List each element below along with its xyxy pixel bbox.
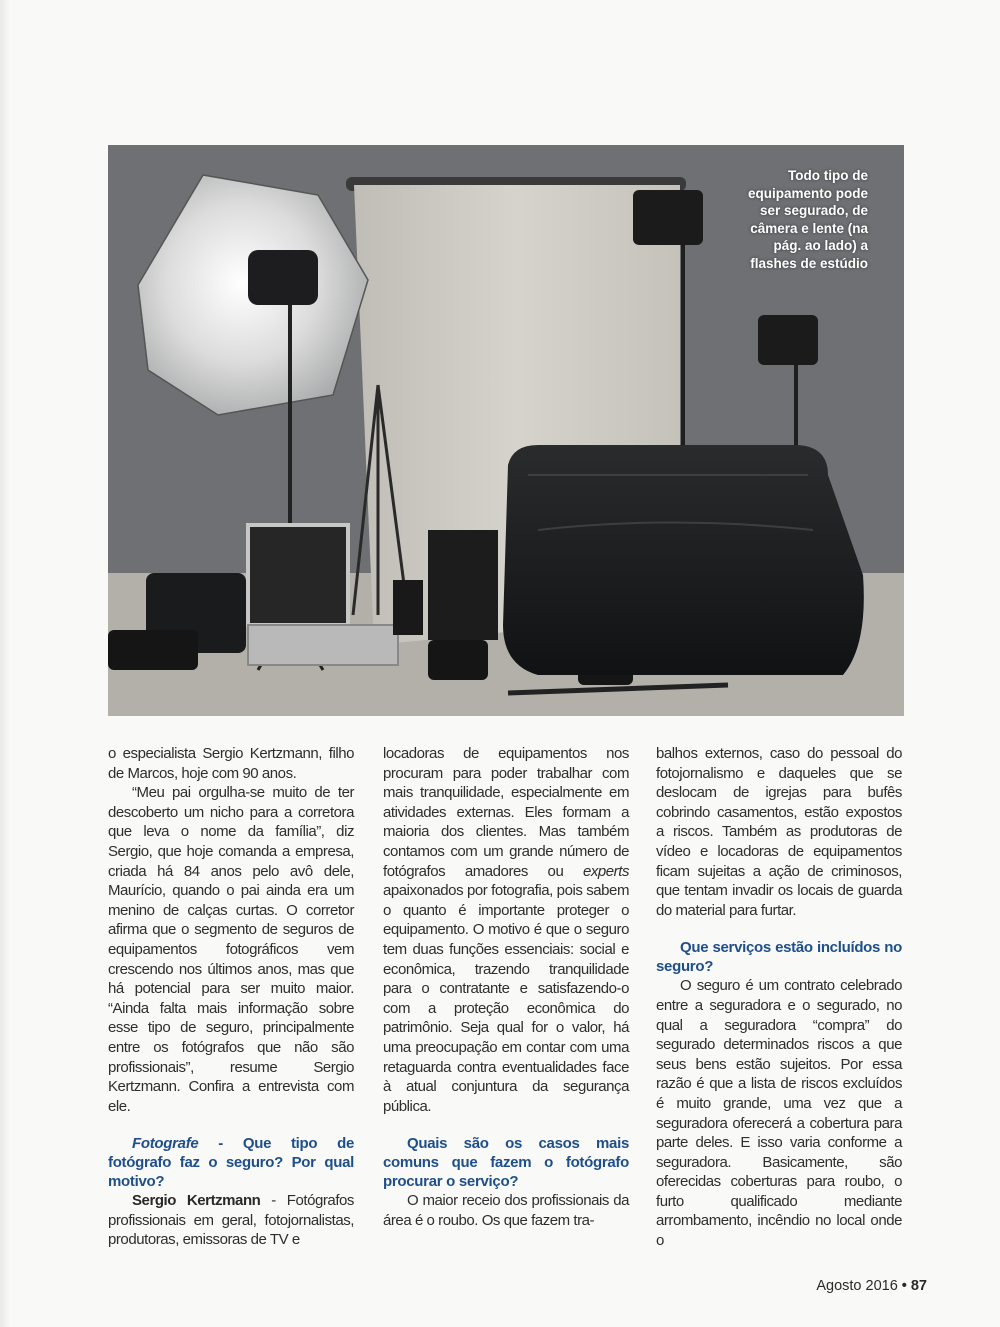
paragraph-part: locadoras de equipamentos nos procuram para poder trabalhar com mais tranquilidade, especialmente em atividades externas. Eles formam a maioria dos clientes. Mas também contamos com um grande número de fotógrafos amadores ou [383, 745, 629, 880]
page-footer [816, 1278, 927, 1294]
emphasis-word: experts [582, 862, 629, 880]
paragraph: balhos externos, caso do pessoal do fotojornalismo e daqueles que se deslocam de igrejas para bufês cobrindo casamentos, estão expostos a riscos. Também as produtoras de vídeo e locadoras de equipamentos ficam sujeitas a ação de criminosos, que tentam invadir os locais de guarda do material para furtar. [656, 745, 902, 919]
paragraph [383, 744, 629, 1116]
text-column-1 [108, 744, 354, 1250]
question-text: - Que tipo de fotógrafo faz o seguro? Por qual motivo? [108, 1135, 354, 1191]
paragraph: O maior receio dos profissionais da área é o roubo. Os que fazem tra- [383, 1192, 629, 1229]
interview-question [108, 1134, 354, 1191]
text-column-2 [383, 744, 629, 1230]
speaker-name: Sergio Kertzmann [132, 1192, 261, 1210]
page-number: 87 [910, 1278, 927, 1294]
text-column-3 [656, 744, 902, 1251]
photo-caption: Todo tipo de equipamento pode ser segurado, de câmera e lente (na pág. ao lado) a flashes de estúdio [747, 168, 868, 271]
interview-answer [108, 1191, 354, 1250]
answer-text: - Fotógrafos profissionais em geral, fotojornalistas, produtoras, emissoras de TV e [108, 1192, 354, 1249]
paragraph-part: apaixonados por fotografia, pois sabem o quanto é importante proteger o equipamento. O motivo é que o seguro tem duas funções essenciais: social e econômica, trazendo tranquilidade para o contratante e satisfazendo-o com a proteção econômica do patrimônio. Seja qual for o valor, há uma preocupação em contar com uma retaguarda contra eventualidades face à atual conjuntura da segurança pública. [383, 882, 629, 1115]
paragraph: o especialista Sergio Kertzmann, filho de Marcos, hoje com 90 anos. [108, 745, 354, 782]
studio-equipment-photo [108, 145, 904, 716]
question-lead: Fotografe [132, 1135, 199, 1153]
footer-separator: • [901, 1278, 907, 1294]
page-edge [0, 0, 10, 1327]
paragraph: “Meu pai orgulha-se muito de ter descoberto um nicho para a corretora que leva o nome da família”, diz Sergio, que hoje comanda a empresa, criada há 84 anos pelo avô dele, Maurício, quando o pai ainda era um menino de calças curtas. O corretor afirma que o segmento de seguros de equipamentos fotográficos vem crescendo nos últimos anos, mas que há potencial para ser muito maior. “Ainda falta mais informação sobre esse tipo de seguro, principalmente entre os fotógrafos que não são profissionais”, resume Sergio Kertzmann. Confira a entrevista com ele. [108, 784, 354, 1115]
interview-question: Quais são os casos mais comuns que fazem o fotógrafo procurar o serviço? [383, 1135, 629, 1191]
paragraph: O seguro é um contrato celebrado entre a seguradora e o segurado, no qual a seguradora “compra” do segurado determinados riscos a que seus bens estão sujeitos. Por essa razão é que a lista de riscos excluídos é muito grande, uma vez que a seguradora oferecerá a cobertura para parte deles. E isso varia conforme a seguradora. Basicamente, são oferecidas coberturas para roubo, o furto qualificado mediante arrombamento, incêndio no local onde o [656, 977, 902, 1250]
interview-question: Que serviços estão incluídos no seguro? [656, 939, 902, 976]
issue-date: Agosto 2016 [816, 1278, 898, 1294]
